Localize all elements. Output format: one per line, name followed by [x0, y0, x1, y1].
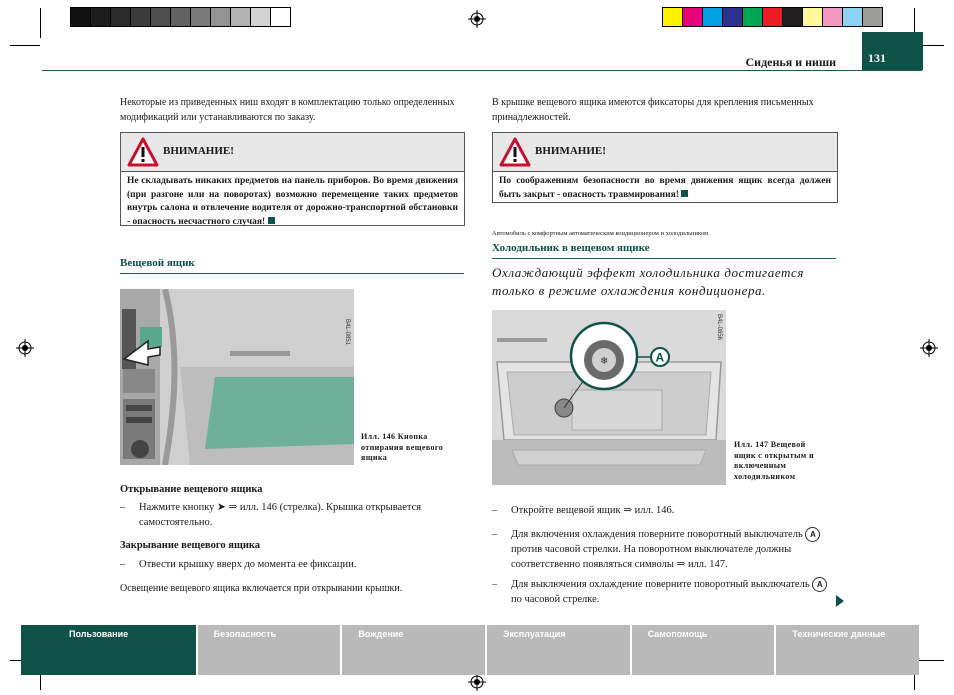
registration-mark-icon	[16, 339, 34, 357]
page-number: 131	[868, 51, 886, 65]
left-intro: Некоторые из приведенных ниш входят в комплектацию только определенных модификаций или устанавливаются по заказу.	[120, 97, 455, 123]
figure-callout-a: A	[655, 350, 665, 365]
color-swatch	[743, 8, 763, 26]
color-swatch	[131, 8, 151, 26]
open-item-text: Нажмите кнопку ➤ ⇒ илл. 146 (стрелка). Крышка открывается самостоятельно.	[139, 502, 422, 528]
dash: –	[492, 529, 498, 540]
color-swatch	[271, 8, 290, 26]
section-title-fridge: Холодильник в вещевом ящике	[492, 242, 650, 254]
header-rule	[42, 70, 922, 71]
figure-147	[492, 310, 726, 485]
color-swatch	[863, 8, 882, 26]
registration-mark-icon	[468, 10, 486, 28]
bottom-nav	[21, 625, 919, 675]
color-swatch	[683, 8, 703, 26]
section-rule	[492, 258, 836, 259]
figure-147-caption: Илл. 147 Вещевой ящик с открытым и включенным холодильником	[734, 440, 815, 481]
warning-title: ВНИМАНИЕ!	[163, 145, 234, 157]
color-swatch	[783, 8, 803, 26]
color-swatch	[191, 8, 211, 26]
left-note: Освещение вещевого ящика включается при открывании крышки.	[120, 583, 403, 594]
color-swatch	[71, 8, 91, 26]
svg-text:❄: ❄	[600, 356, 609, 367]
color-swatch	[823, 8, 843, 26]
symbol-a-icon: A	[805, 527, 820, 542]
tab-self-help[interactable]: Самопомощь	[632, 625, 775, 675]
lead-text: Охлаждающий эффект холодильника достигается только в режиме охлаждения кондиционера.	[492, 265, 805, 298]
warning-header	[121, 133, 464, 172]
open-title: Открывание вещевого ящика	[120, 484, 263, 495]
page-number-box	[862, 32, 923, 70]
tab-technical-data[interactable]: Технические данные	[776, 625, 919, 675]
tab-safety[interactable]: Безопасность	[198, 625, 341, 675]
section-rule	[120, 273, 464, 274]
warning-header	[493, 133, 837, 172]
tab-usage[interactable]: Пользование	[21, 625, 196, 675]
warning-triangle-icon	[499, 137, 531, 172]
end-of-section-icon	[268, 217, 275, 224]
figure-146	[120, 289, 354, 465]
end-of-section-icon	[681, 190, 688, 197]
section-header-title: Сиденья и ниши	[745, 55, 836, 69]
close-item-text: Отвести крышку вверх до момента ее фиксации.	[139, 559, 357, 570]
color-swatch	[663, 8, 683, 26]
continue-arrow-icon[interactable]	[836, 594, 844, 612]
figure-code: B4L-0851	[344, 319, 350, 346]
figure-code: B4L-0856	[716, 314, 722, 341]
dash: –	[120, 502, 126, 513]
color-swatch	[843, 8, 863, 26]
color-bar	[662, 7, 883, 27]
figure-146-caption: Илл. 146 Кнопка отпирания вещевого ящика	[361, 432, 444, 462]
color-swatch	[251, 8, 271, 26]
color-swatch	[703, 8, 723, 26]
warning-box-left	[120, 132, 465, 226]
close-title: Закрывание вещевого ящика	[120, 540, 261, 551]
crop-mark	[10, 45, 40, 46]
grayscale-bar	[70, 7, 291, 27]
color-swatch	[763, 8, 783, 26]
color-swatch	[171, 8, 191, 26]
color-swatch	[723, 8, 743, 26]
fridge-item-2-text-b: против часовой стрелки. На поворотном выключателе должны соответственно появляться символы ⇒ илл. 147.	[511, 544, 792, 571]
fridge-item-2-text	[511, 527, 836, 572]
warning-text	[121, 172, 464, 232]
color-swatch	[111, 8, 131, 26]
fridge-item-3-text	[511, 577, 836, 607]
tab-operation[interactable]: Эксплуатация	[487, 625, 630, 675]
color-swatch	[211, 8, 231, 26]
color-swatch	[803, 8, 823, 26]
symbol-a-icon: A	[812, 577, 827, 592]
color-swatch	[91, 8, 111, 26]
dash: –	[492, 579, 498, 590]
registration-mark-icon	[920, 339, 938, 357]
warning-text-body: По соображениям безопасности во время движения ящик всегда должен быть закрыт - опасность травмирования!	[499, 176, 831, 200]
color-swatch	[231, 8, 251, 26]
warning-box-right	[492, 132, 838, 203]
section-title-glovebox: Вещевой ящик	[120, 257, 195, 269]
fridge-item-3-text-a: Для выключения охлаждение поверните поворотный выключатель	[511, 579, 810, 590]
right-intro: В крышке вещевого ящика имеются фиксаторы для крепления письменных принадлежностей.	[492, 97, 814, 123]
fridge-item-3-text-b: по часовой стрелке.	[511, 594, 600, 606]
registration-mark-icon	[468, 673, 486, 691]
tab-driving[interactable]: Вождение	[342, 625, 485, 675]
dash: –	[120, 559, 126, 570]
warning-title: ВНИМАНИЕ!	[535, 145, 606, 157]
applicability-label: Автомобиль с комфортным автоматическим кондиционером и холодильником	[492, 230, 709, 237]
fridge-item-2-text-a: Для включения охлаждения поверните поворотный выключатель	[511, 529, 803, 540]
warning-text	[493, 172, 837, 205]
warning-text-body: Не складывать никаких предметов на панель приборов. Во время движения (при разгоне или на поворотах) возможно перемещение таких предметов внутрь салона и отвлечение водителя от дорожно-транспортной обстановки - опасность несчастного случая!	[127, 176, 458, 227]
fridge-item-1-text: Откройте вещевой ящик ⇒ илл. 146.	[511, 505, 675, 516]
dash: –	[492, 505, 498, 516]
warning-triangle-icon	[127, 137, 159, 172]
crop-mark	[40, 8, 41, 38]
color-swatch	[151, 8, 171, 26]
